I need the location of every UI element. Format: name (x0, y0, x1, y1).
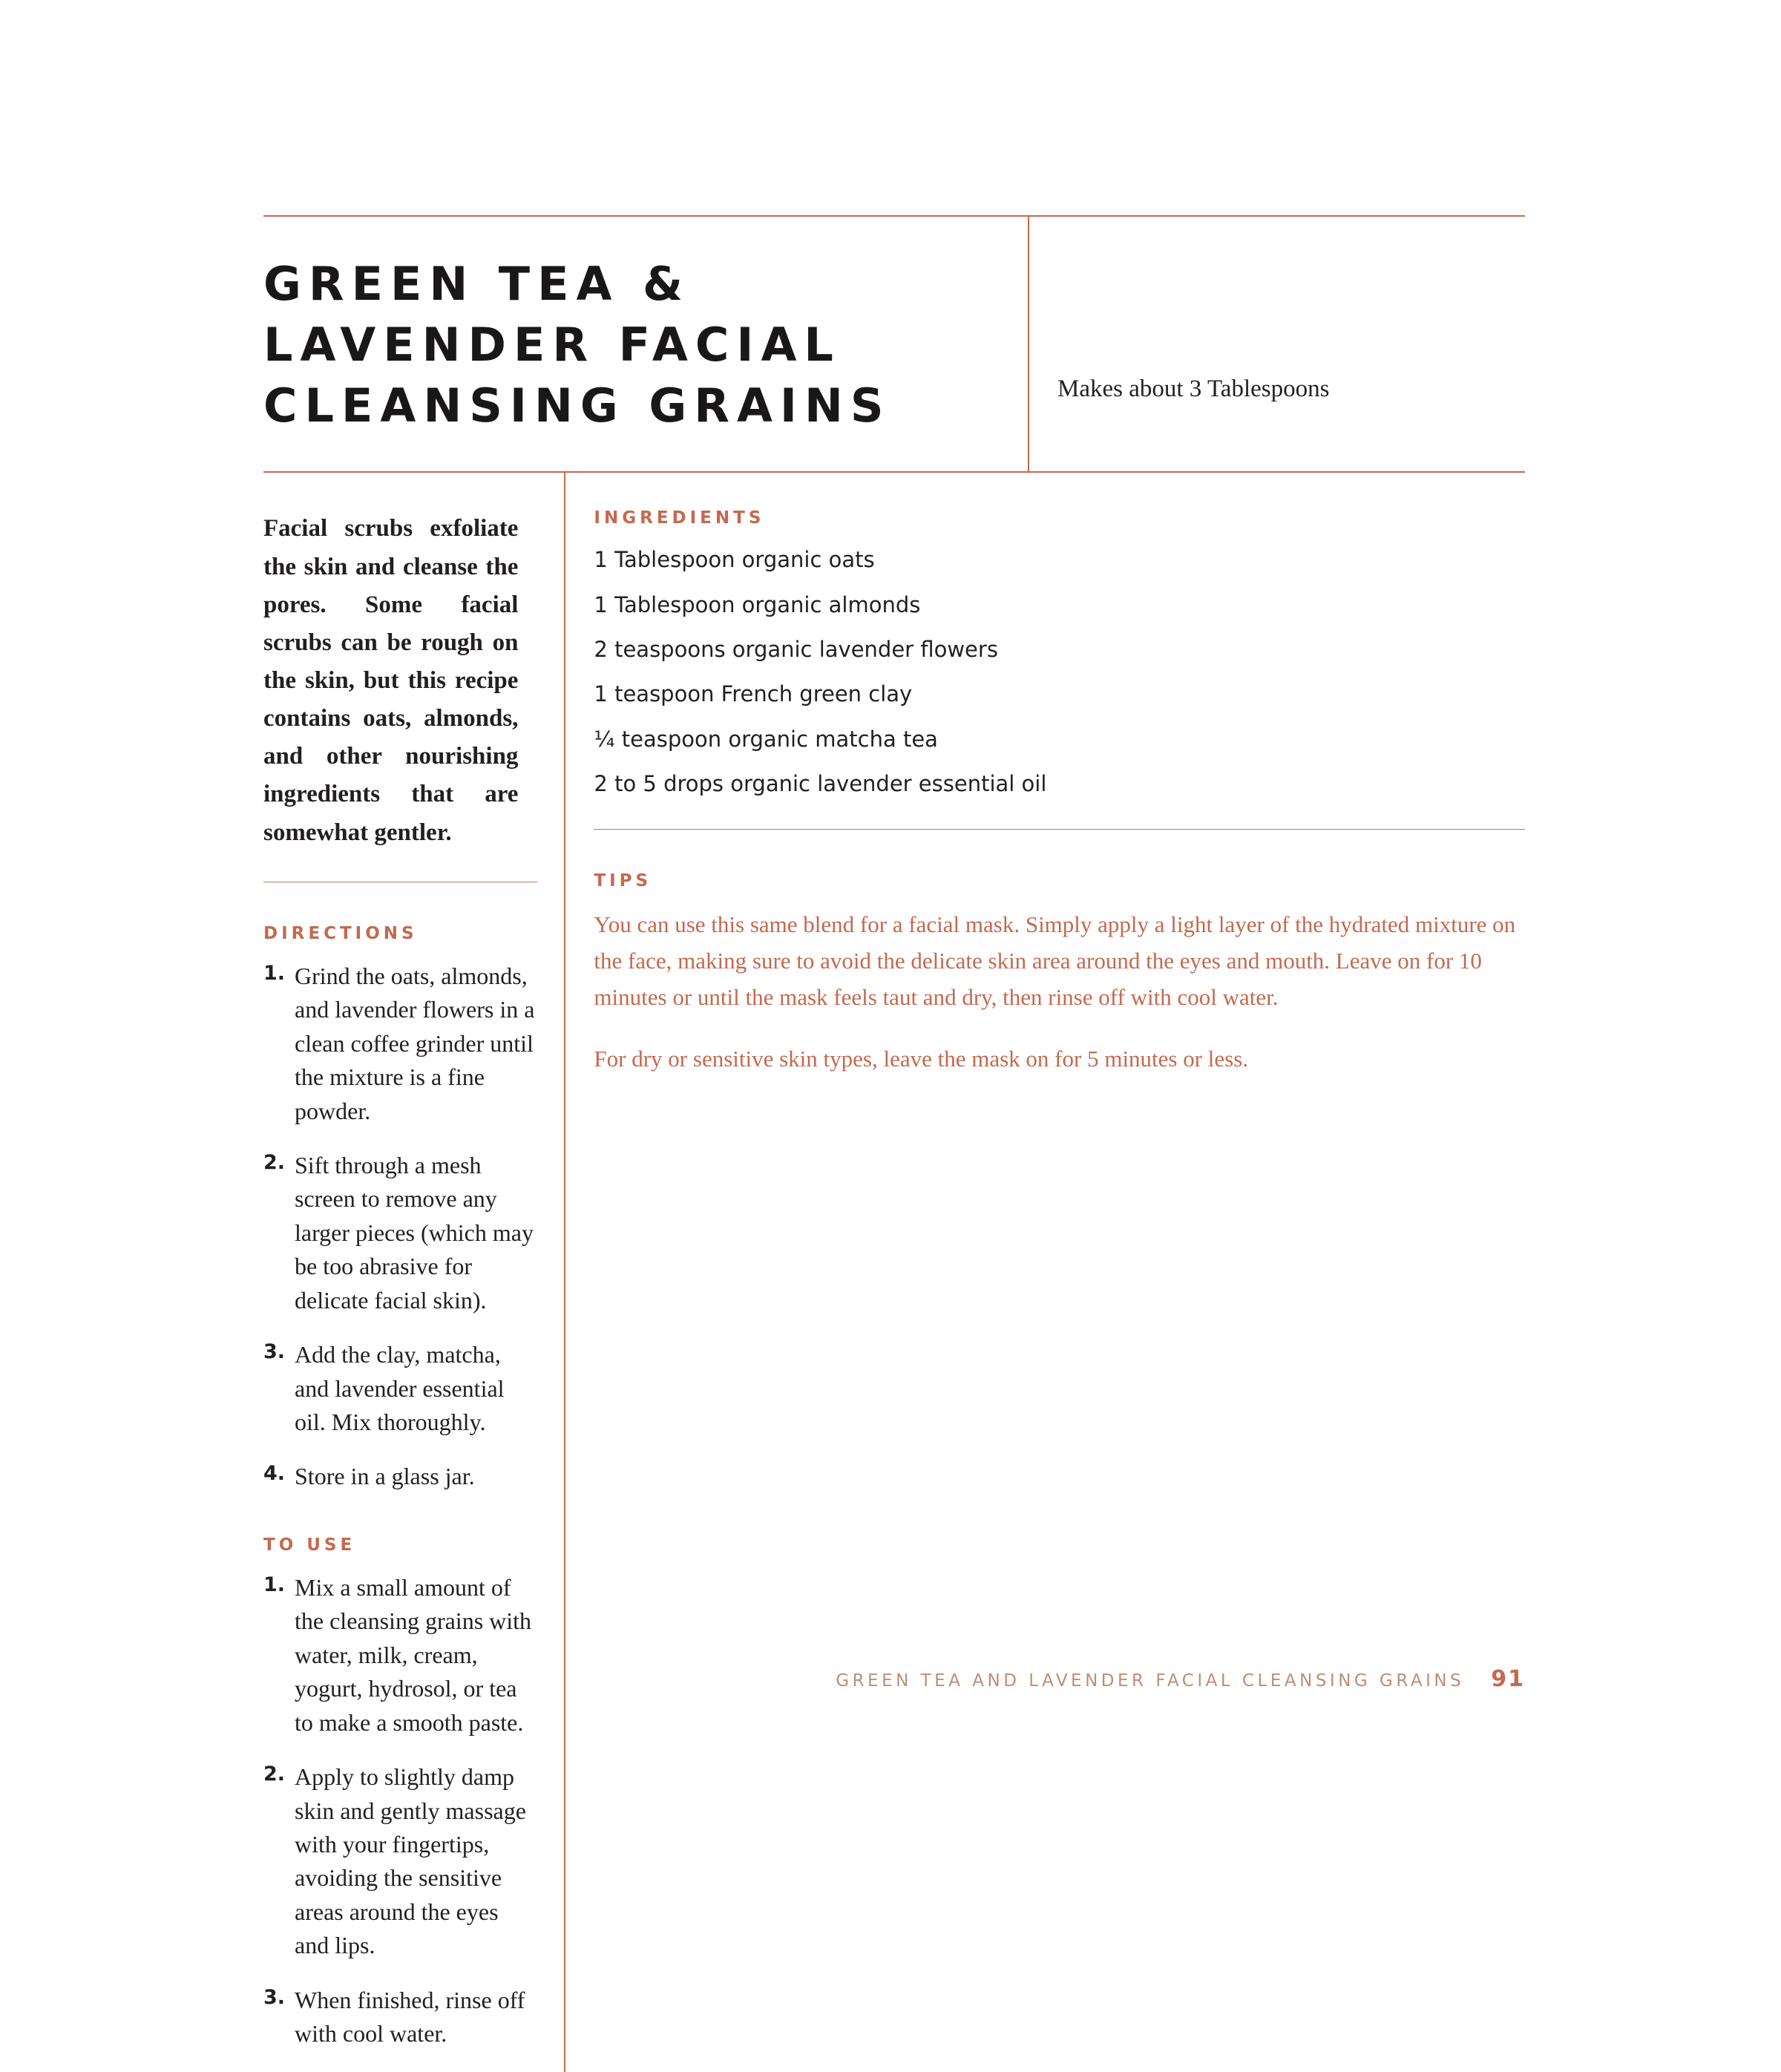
body-row (263, 473, 1525, 2071)
ingredients-bottom-divider (594, 829, 1525, 830)
list-item: 2 teaspoons organic lavender flowers (594, 637, 998, 663)
recipe-page (263, 215, 1525, 2048)
ingredients-heading: INGREDIENTS (594, 508, 765, 528)
list-item (263, 1984, 537, 2051)
list-item (263, 1571, 537, 1740)
list-item (263, 1760, 537, 1963)
to-use-list (263, 1571, 537, 2051)
tip-paragraph: You can use this same blend for a facial mask. Simply apply a light layer of the hydrated mixture on the face, making sure to avoid the delicate skin area around the eyes and mouth. Leave on for 10 minutes or until the mask feels taut and dry, then rinse off with cool water. (594, 911, 1516, 1011)
step-number: 2. (263, 1763, 286, 1786)
title-row (263, 217, 1525, 471)
tip-paragraph: For dry or sensitive skin types, leave the mask on for 5 minutes or less. (594, 1046, 1249, 1072)
tips-heading: TIPS (594, 871, 652, 891)
page-title: GREEN TEA & LAVENDER FACIAL CLEANSING GRAINS (263, 257, 891, 433)
list-item: ¼ teaspoon organic matcha tea (594, 726, 938, 752)
directions-heading: DIRECTIONS (263, 923, 418, 943)
step-number: 4. (263, 1462, 286, 1486)
yield-column (1029, 217, 1525, 471)
step-number: 2. (263, 1150, 286, 1174)
list-item (263, 1460, 537, 1493)
page-footer (263, 1666, 1525, 1692)
recipe-yield: Makes about 3 Tablespoons (1057, 376, 1330, 402)
list-item (263, 960, 537, 1128)
list-item: 2 to 5 drops organic lavender essential oil (594, 771, 1047, 797)
recipe-intro: Facial scrubs exfoliate the skin and cleanse the pores. Some facial scrubs can be rough on the skin, but this recipe contains oats, almonds, and other nourishing ingredients that are somewhat gentler. (263, 515, 519, 846)
step-number: 3. (263, 1340, 286, 1364)
step-text: Apply to slightly damp skin and gently massage with your fingertips, avoiding the sensitive areas around the eyes and lips. (295, 1763, 526, 1959)
step-text: Add the clay, matcha, and lavender essential oil. Mix thoroughly. (295, 1341, 505, 1435)
step-number: 1. (263, 1573, 286, 1596)
to-use-heading: TO USE (263, 1535, 356, 1555)
step-number: 3. (263, 1985, 286, 2009)
ingredients-list (594, 544, 1525, 799)
step-text: Store in a glass jar. (295, 1463, 475, 1490)
page-number: 91 (1491, 1666, 1525, 1692)
list-item: 1 teaspoon French green clay (594, 681, 913, 707)
running-head: GREEN TEA AND LAVENDER FACIAL CLEANSING GRAINS (836, 1671, 1465, 1691)
step-text: When finished, rinse off with cool water. (295, 1986, 525, 2048)
tips-body (594, 907, 1525, 1078)
title-column (263, 217, 1028, 471)
step-number: 1. (263, 961, 286, 985)
step-text: Grind the oats, almonds, and lavender flowers in a clean coffee grinder until the mixture is a fine powder. (295, 962, 535, 1124)
list-item: 1 Tablespoon organic almonds (594, 591, 921, 617)
right-column (565, 473, 1525, 2071)
list-item: 1 Tablespoon organic oats (594, 547, 875, 573)
list-item (263, 1338, 537, 1439)
step-text: Mix a small amount of the cleansing grains with water, milk, cream, yogurt, hydrosol, or tea to make a smooth paste. (295, 1573, 532, 1736)
step-text: Sift through a mesh screen to remove any larger pieces (which may be too abrasive for delicate facial skin). (295, 1151, 534, 1314)
directions-list (263, 960, 537, 1494)
list-item (263, 1149, 537, 1317)
left-column (263, 473, 564, 2071)
